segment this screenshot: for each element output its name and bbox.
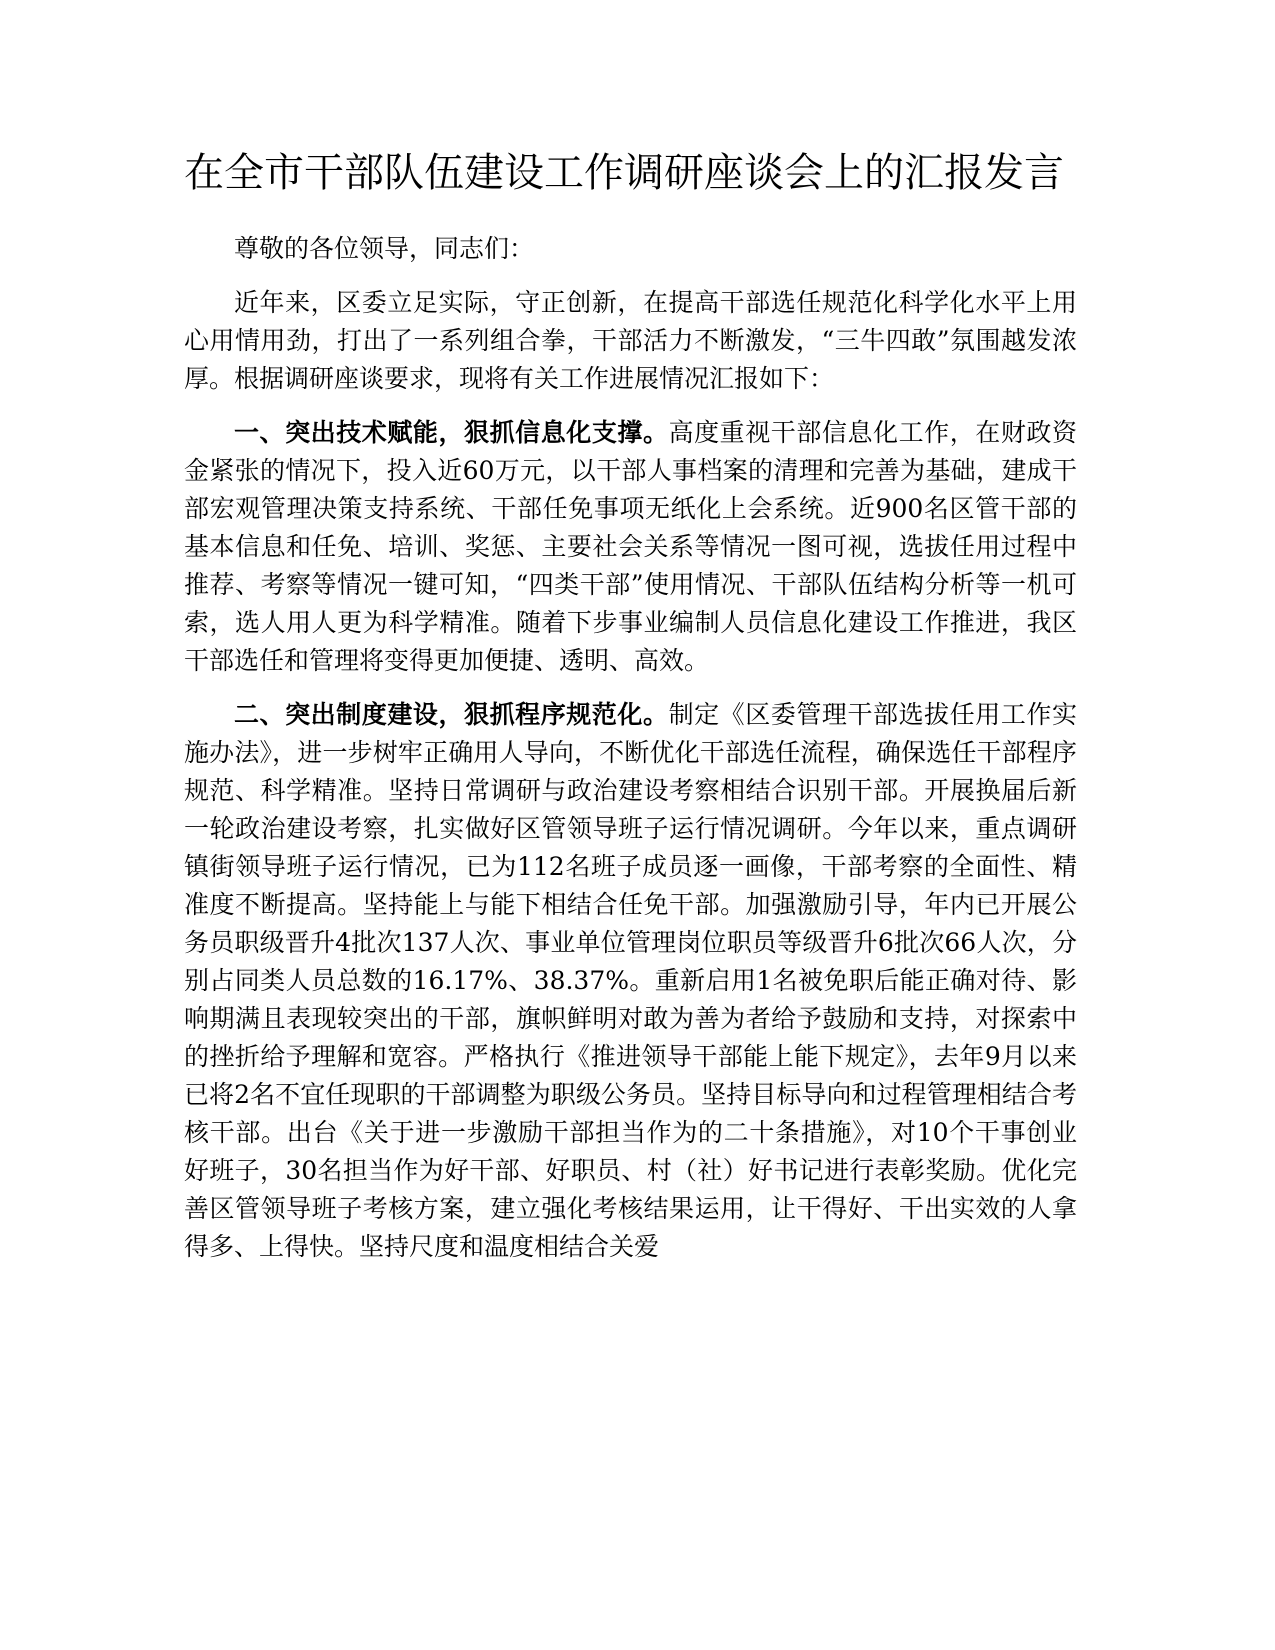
section-heading-1: 一、突出技术赋能，狠抓信息化支撑。 xyxy=(234,418,669,447)
document-page xyxy=(184,146,1077,1282)
document-title: 在全市干部队伍建设工作调研座谈会上的汇报发言 xyxy=(184,150,1064,196)
intro-paragraph: 近年来，区委立足实际，守正创新，在提高干部选任规范化科学化水平上用心用情用劲，打出了一系列组合拳，干部活力不断激发，“三牛四敢”氛围越发浓厚。根据调研座谈要求，现将有关工作进展情况汇报如下： xyxy=(184,288,1077,393)
section-heading-2: 二、突出制度建设，狠抓程序规范化。 xyxy=(234,700,669,729)
section-body-2: 制定《区委管理干部选拔任用工作实施办法》，进一步树牢正确用人导向，不断优化干部选任流程，确保选任干部程序规范、科学精准。坚持日常调研与政治建设考察相结合识别干部。开展换届后新一轮政治建设考察，扎实做好区管领导班子运行情况调研。今年以来，重点调研镇街领导班子运行情况，已为112名班子成员逐一画像，干部考察的全面性、精准度不断提高。坚持能上与能下相结合任免干部。加强激励引导，年内已开展公务员职级晋升4批次137人次、事业单位管理岗位职员等级晋升6批次66人次，分别占同类人员总数的16.17%、38.37%。重新启用1名被免职后能正确对待、影响期满且表现较突出的干部，旗帜鲜明对敢为善为者给予鼓励和支持，对探索中的挫折给予理解和宽容。严格执行《推进领导干部能上能下规定》，去年9月以来已将2名不宜任现职的干部调整为职级公务员。坚持目标导向和过程管理相结合考核干部。出台《关于进一步激励干部担当作为的二十条措施》，对10个干事创业好班子，30名担当作为好干部、好职员、村（社）好书记进行表彰奖励。优化完善区管领导班子考核方案，建立强化考核结果运用，让干得好、干出实效的人拿得多、上得快。坚持尺度和温度相结合关爱 xyxy=(184,700,1077,1261)
section-body-1: 高度重视干部信息化工作，在财政资金紧张的情况下，投入近60万元，以干部人事档案的清理和完善为基础，建成干部宏观管理决策支持系统、干部任免事项无纸化上会系统。近900名区管干部的基本信息和任免、培训、奖惩、主要社会关系等情况一图可视，选拔任用过程中推荐、考察等情况一键可知，“四类干部”使用情况、干部队伍结构分析等一机可索，选人用人更为科学精准。随着下步事业编制人员信息化建设工作推进，我区干部选任和管理将变得更加便捷、透明、高效。 xyxy=(184,418,1077,675)
section-paragraph-1 xyxy=(184,414,1077,680)
salutation: 尊敬的各位领导，同志们： xyxy=(234,234,535,263)
section-paragraph-2 xyxy=(184,696,1077,1266)
